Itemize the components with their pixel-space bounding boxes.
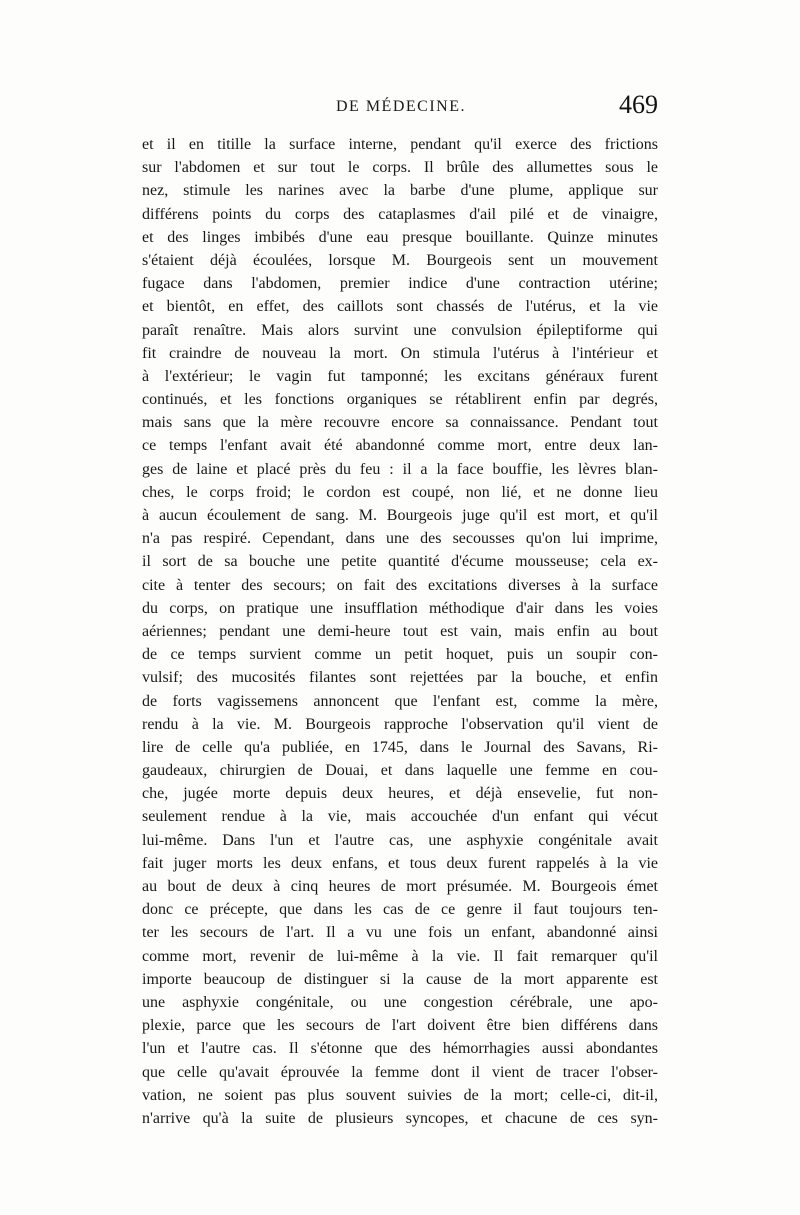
text-line: à aucun écoulement de sang. M. Bourgeois juge qu'il est mort, et qu'il — [142, 507, 658, 524]
running-title: DE MÉDECINE. — [336, 98, 466, 115]
text-line: rendu à la vie. M. Bourgeois rapproche l'observation qu'il vient de — [142, 715, 658, 733]
body-text — [142, 133, 658, 1130]
text-line: aériennes; pendant une demi-heure tout est vain, mais enfin au bout — [142, 622, 658, 640]
text-line: continués, et les fonctions organiques se rétablirent enfin par degrés, — [142, 391, 658, 409]
page-header — [142, 92, 660, 126]
text-line: cite à tenter des secours; on fait des excitations diverses à la surface — [142, 576, 658, 594]
text-line: ches, le corps froid; le cordon est coupé, non lié, et ne donne lieu — [142, 483, 658, 501]
text-line: et il en titille la surface interne, pendant qu'il exerce des frictions — [142, 136, 658, 153]
text-line: il sort de sa bouche une petite quantité d'écume mousseuse; cela ex- — [142, 553, 658, 571]
text-line: lire de celle qu'a publiée, en 1745, dans le Journal des Savans, Ri- — [142, 738, 658, 756]
text-line: lui-même. Dans l'un et l'autre cas, une asphyxie congénitale avait — [142, 831, 658, 849]
text-line: seulement rendue à la vie, mais accouchée d'un enfant qui vécut — [142, 808, 658, 826]
text-line: sur l'abdomen et sur tout le corps. Il brûle des allumettes sous le — [142, 159, 658, 177]
text-line: gaudeaux, chirurgien de Douai, et dans laquelle une femme en cou- — [142, 762, 658, 780]
text-line: paraît renaître. Mais alors survint une convulsion épileptiforme qui — [142, 321, 658, 339]
text-line: une asphyxie congénitale, ou une congestion cérébrale, une apo- — [142, 993, 658, 1011]
text-line: nez, stimule les narines avec la barbe d'une plume, applique sur — [142, 182, 658, 200]
text-line: ter les secours de l'art. Il a vu une fois un enfant, abandonné ainsi — [142, 924, 658, 942]
text-line: plexie, parce que les secours de l'art doivent être bien différens dans — [142, 1017, 658, 1035]
text-line: l'un et l'autre cas. Il s'étonne que des hémorrhagies aussi abondantes — [142, 1040, 658, 1058]
text-line: que celle qu'avait éprouvée la femme dont il vient de tracer l'obser- — [142, 1063, 658, 1081]
text-line: au bout de deux à cinq heures de mort présumée. M. Bourgeois émet — [142, 878, 658, 895]
text-line: vulsif; des mucosités filantes sont rejettées par la bouche, et enfin — [142, 669, 658, 687]
text-line: et bientôt, en effet, des caillots sont chassés de l'utérus, et la vie — [142, 298, 658, 316]
text-line: de forts vagissemens annoncent que l'enfant est, comme la mère, — [142, 692, 658, 710]
text-line: ges de laine et placé près du feu : il a la face bouffie, les lèvres blan- — [142, 460, 658, 478]
text-line: du corps, on pratique une insufflation méthodique d'air dans les voies — [142, 599, 658, 617]
text-line: ce temps l'enfant avait été abandonné comme mort, entre deux lan- — [142, 437, 658, 455]
page-number: 469 — [619, 90, 658, 119]
text-line: différens points du corps des cataplasmes d'ail pilé et de vinaigre, — [142, 205, 658, 223]
text-line: fugace dans l'abdomen, premier indice d'une contraction utérine; — [142, 275, 658, 293]
text-line: comme mort, revenir de lui-même à la vie. Il fait remarquer qu'il — [142, 947, 658, 965]
text-line: de ce temps survient comme un petit hoquet, puis un soupir con- — [142, 646, 658, 664]
text-line: che, jugée morte depuis deux heures, et déjà ensevelie, fut non- — [142, 785, 658, 803]
text-line: donc ce précepte, que dans les cas de ce genre il faut toujours ten- — [142, 901, 658, 919]
text-line: s'étaient déjà écoulées, lorsque M. Bourgeois sent un mouvement — [142, 251, 658, 269]
text-line: et des linges imbibés d'une eau presque bouillante. Quinze minutes — [142, 228, 658, 246]
text-line: vation, ne soient pas plus souvent suivies de la mort; celle-ci, dit-il, — [142, 1086, 658, 1104]
text-line: à l'extérieur; le vagin fut tamponné; les excitans généraux furent — [142, 367, 658, 385]
text-line: n'a pas respiré. Cependant, dans une des secousses qu'on lui imprime, — [142, 530, 658, 548]
text-line: importe beaucoup de distinguer si la cause de la mort apparente est — [142, 970, 658, 988]
text-line: mais sans que la mère recouvre encore sa connaissance. Pendant tout — [142, 414, 658, 432]
text-line: fait juger morts les deux enfans, et tous deux furent rappelés à la vie — [142, 854, 658, 872]
text-line: n'arrive qu'à la suite de plusieurs syncopes, et chacune de ces syn- — [142, 1109, 658, 1127]
text-line: fit craindre de nouveau la mort. On stimula l'utérus à l'intérieur et — [142, 344, 658, 362]
